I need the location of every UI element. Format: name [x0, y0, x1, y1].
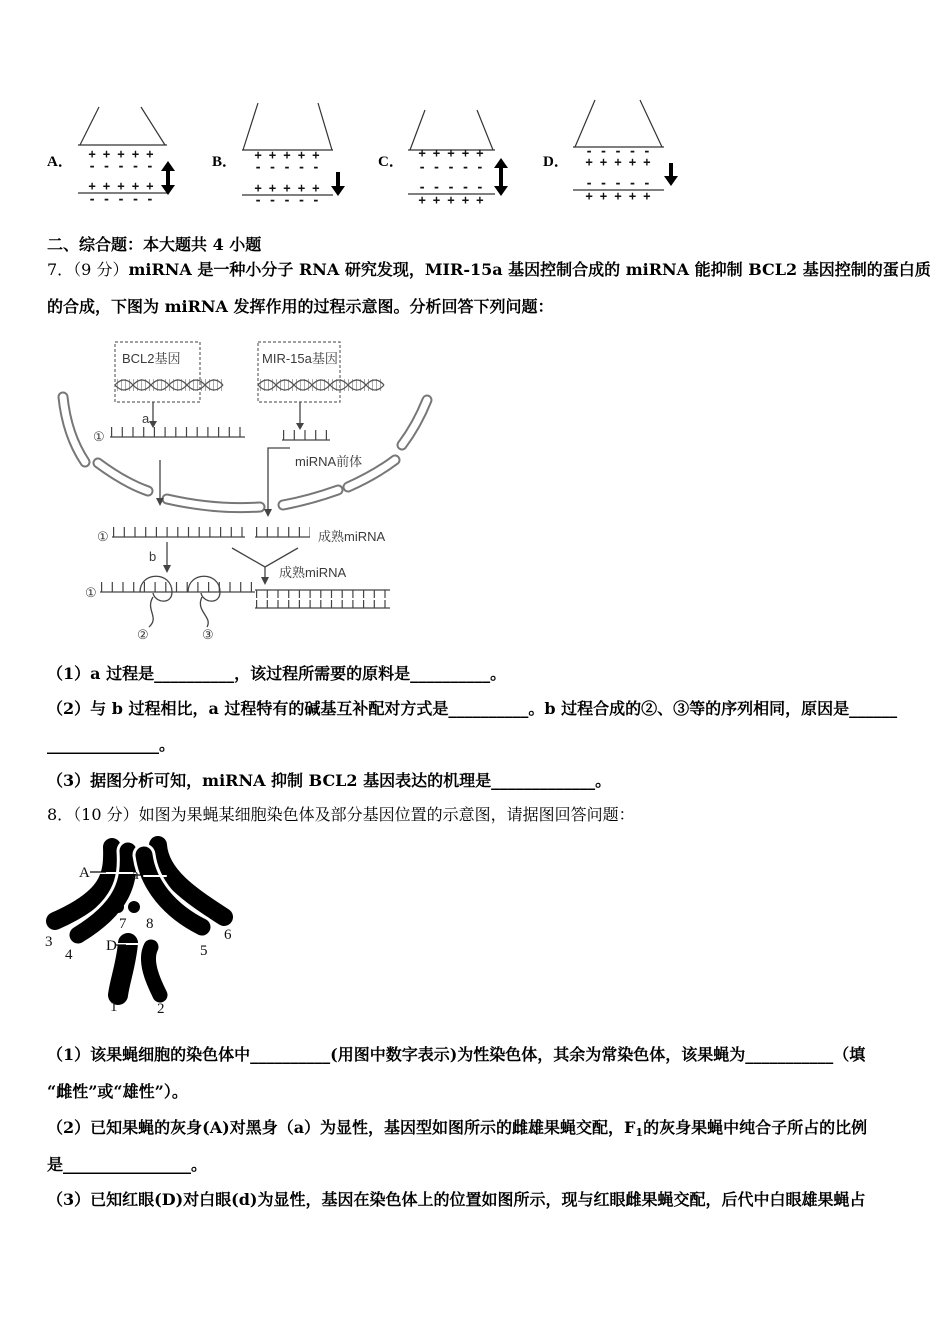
bcl2-gene-label: BCL2基因 — [122, 351, 181, 366]
q8-part-1-line-2: “雌性”或“雄性”）。 — [47, 1082, 188, 1101]
ribosome-2 — [188, 576, 220, 627]
q8-part-2-line-1 — [47, 1118, 867, 1138]
gene-A-label: A — [79, 865, 90, 881]
option-b-row-2: - - - - - — [254, 160, 320, 174]
option-c-row-1: + + + + + — [418, 146, 484, 160]
mir-gene-label: MIR-15a基因 — [262, 351, 338, 366]
q8-part-2-text-b: 的灰身果蝇中纯合子所占的比例 — [643, 1118, 868, 1137]
chromosome-2-label: 2 — [157, 1001, 165, 1017]
q7-stem-line-1 — [47, 260, 931, 280]
q7-stem-text-1: miRNA 是一种小分子 RNA 研究发现，MIR-15a 基因控制合成的 miRNA 能抑制 BCL2 基因控制的蛋白质 — [128, 260, 931, 279]
option-b-row-3: + + + + + — [254, 181, 320, 195]
mirna-mrna-duplex — [255, 590, 390, 608]
q7-part-1: （1）a 过程是__________，该过程所需要的原料是__________。 — [47, 664, 507, 683]
bcl2-dna-helix — [115, 380, 223, 390]
mirna-precursor-label: miRNA前体 — [295, 454, 363, 469]
q8-stem — [47, 805, 635, 825]
q8-part-2-text-a: （2）已知果蝇的灰身(A)对黑身（a）为显性，基因型如图所示的雌雄果蝇交配，F — [47, 1118, 636, 1137]
option-c-row-3: - - - - - — [418, 180, 484, 194]
option-a-row-4: - - - - - — [88, 192, 154, 206]
mir-dna-helix — [258, 380, 384, 390]
option-a-label: A． — [47, 154, 73, 170]
option-b-row-4: - - - - - — [254, 193, 320, 207]
bcl2-mrna-1 — [110, 432, 245, 437]
bcl2-mrna-2 — [112, 532, 245, 537]
option-d-row-2: + + + + + — [585, 155, 651, 169]
section-title: 二、综合题：本大题共 4 小题 — [47, 235, 262, 254]
peptide-2-label: ② — [137, 627, 149, 642]
chromosome-8-label: 8 — [146, 916, 154, 932]
q8-part-2-subscript: 1 — [635, 1126, 644, 1139]
chromosome-7 — [112, 901, 124, 913]
option-d-label: D． — [543, 154, 569, 170]
option-b-diagram — [240, 95, 350, 210]
chromosome-7-label: 7 — [119, 916, 127, 932]
chromosome-1-label: 1 — [110, 999, 118, 1015]
process-b-label: b — [149, 549, 157, 564]
gene-D-label: D — [106, 938, 117, 954]
q7-number: 7．（9 分） — [47, 260, 129, 279]
q8-part-1-line-1: （1）该果蝇细胞的染色体中__________(用图中数字表示)为性染色体，其余为常染色体，该果蝇为___________（填 — [47, 1045, 866, 1064]
option-a-row-1: + + + + + — [88, 147, 154, 161]
option-c-row-4: + + + + + — [418, 193, 484, 207]
chromosome-3-label: 3 — [45, 934, 53, 950]
mirna-precursor-strand — [282, 435, 330, 440]
option-d-row-4: + + + + + — [585, 189, 651, 203]
mature-mirna-label-1: 成熟miRNA — [318, 529, 386, 544]
option-a-row-2: - - - - - — [88, 159, 154, 173]
nuclear-envelope — [63, 397, 427, 508]
mrna-mark-3: ① — [85, 585, 97, 600]
option-c-diagram — [405, 95, 515, 210]
chromosome-1 — [118, 943, 128, 995]
q8-part-2-line-2: 是________________。 — [47, 1155, 208, 1174]
chromosome-5-label: 5 — [200, 943, 208, 959]
q8-stem-text: 如图为果蝇某细胞染色体及部分基因位置的示意图，请据图回答问题： — [138, 805, 635, 824]
chromosome-2 — [148, 947, 160, 995]
peptide-3-label: ③ — [202, 627, 214, 642]
chromosome-6-label: 6 — [224, 927, 232, 943]
mrna-mark-1: ① — [93, 429, 105, 444]
option-d-diagram — [570, 92, 682, 207]
option-d-row-3: - - - - - — [585, 176, 651, 190]
option-b-row-1: + + + + + — [254, 148, 320, 162]
q7-part-2-line-2: ______________。 — [47, 735, 176, 754]
double-arrow-icon — [494, 158, 508, 196]
gene-a-label: a — [132, 867, 139, 883]
mature-mirna-label-2: 成熟miRNA — [279, 565, 347, 580]
chromosome-8 — [128, 901, 140, 913]
option-b-label: B． — [212, 154, 238, 170]
option-c-label: C． — [378, 154, 404, 170]
q8-chromosome-figure — [40, 835, 240, 1017]
process-a-label: a — [142, 411, 150, 426]
mature-mirna-strand-1 — [255, 532, 310, 537]
option-a-diagram — [75, 98, 185, 210]
chromosome-4-label: 4 — [65, 947, 73, 963]
double-arrow-icon — [161, 161, 175, 195]
q8-number: 8．（10 分） — [47, 805, 139, 824]
q8-part-3-line-1: （3）已知红眼(D)对白眼(d)为显性，基因在染色体上的位置如图所示，现与红眼雌果蝇交配，后代中白眼雄果蝇占 — [47, 1190, 866, 1209]
option-d-row-1: - - - - - — [585, 144, 651, 158]
option-c-row-2: - - - - - — [418, 160, 484, 174]
translating-mrna — [100, 587, 255, 592]
q7-part-2-line-1: （2）与 b 过程相比，a 过程特有的碱基互补配对方式是__________。b 过程合成的②、③等的序列相同，原因是______ — [47, 699, 898, 718]
mrna-mark-2: ① — [97, 529, 109, 544]
down-arrow-icon — [331, 172, 345, 196]
q7-stem-line-2: 的合成，下图为 miRNA 发挥作用的过程示意图。分析回答下列问题： — [47, 297, 554, 316]
option-a-row-3: + + + + + — [88, 179, 154, 193]
down-arrow-icon — [664, 163, 678, 186]
q7-figure — [45, 335, 435, 647]
q7-part-3: （3）据图分析可知，miRNA 抑制 BCL2 基因表达的机理是_____________。 — [47, 771, 612, 790]
